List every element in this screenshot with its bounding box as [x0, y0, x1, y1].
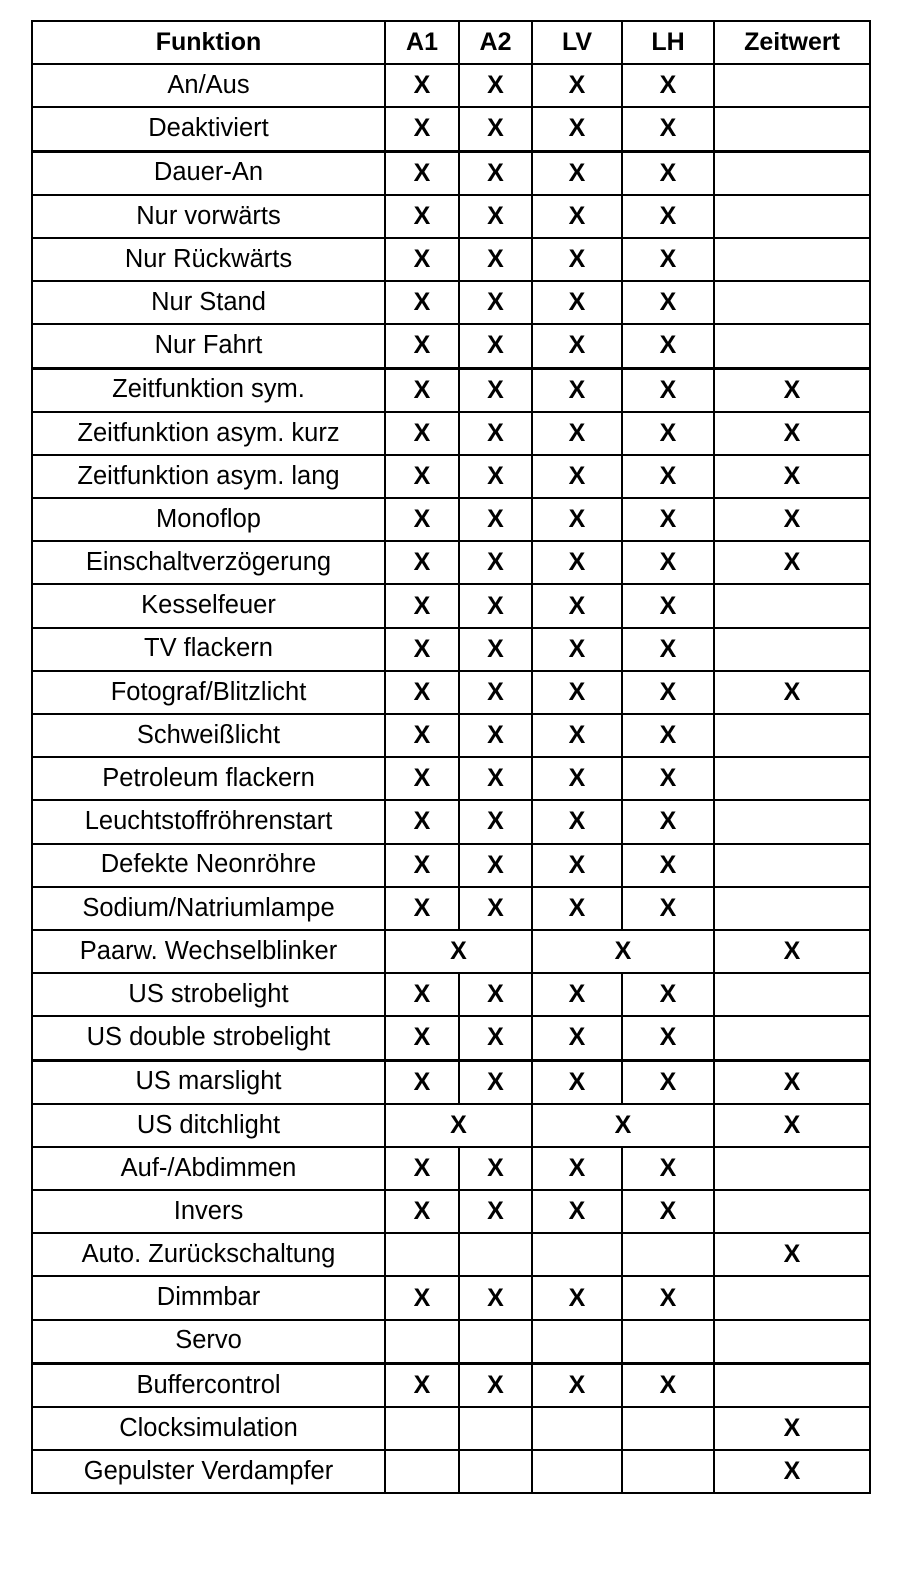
table-row: [32, 584, 870, 627]
function-name-cell: US ditchlight: [32, 1104, 385, 1147]
function-name-cell: Leuchtstoffröhrenstart: [32, 800, 385, 843]
cell-a2: X: [459, 714, 532, 757]
function-name-cell: Nur vorwärts: [32, 195, 385, 238]
cell-a1: X: [385, 324, 459, 368]
cell-a1: X: [385, 151, 459, 195]
cell-a2: [459, 1407, 532, 1450]
cell-zeitwert: [714, 1190, 870, 1233]
cell-lv: X: [532, 455, 622, 498]
cell-lh: X: [622, 195, 714, 238]
function-name-cell: Nur Stand: [32, 281, 385, 324]
cell-lv: X: [532, 324, 622, 368]
cell-lv: X: [532, 541, 622, 584]
cell-zeitwert: [714, 844, 870, 887]
cell-lv: X: [532, 973, 622, 1016]
cell-lv: [532, 1233, 622, 1276]
table-row: [32, 64, 870, 107]
cell-lh: X: [622, 64, 714, 107]
cell-a2: X: [459, 1363, 532, 1407]
cell-a1-a2: X: [385, 1104, 532, 1147]
table-row: [32, 368, 870, 412]
table-row: [32, 107, 870, 151]
cell-lh: [622, 1233, 714, 1276]
function-name-cell: Deaktiviert: [32, 107, 385, 151]
cell-a2: X: [459, 541, 532, 584]
table-row: [32, 281, 870, 324]
cell-a1: X: [385, 107, 459, 151]
table-row: [32, 238, 870, 281]
function-name-cell: Schweißlicht: [32, 714, 385, 757]
table-row: [32, 671, 870, 714]
cell-lh: X: [622, 1147, 714, 1190]
function-name-cell: Dimmbar: [32, 1276, 385, 1319]
function-name-cell: Zeitfunktion asym. lang: [32, 455, 385, 498]
function-name-cell: Fotograf/Blitzlicht: [32, 671, 385, 714]
cell-lh: X: [622, 324, 714, 368]
cell-lv: X: [532, 368, 622, 412]
cell-zeitwert: [714, 1363, 870, 1407]
cell-lh: X: [622, 368, 714, 412]
cell-a2: X: [459, 324, 532, 368]
cell-a1: X: [385, 714, 459, 757]
cell-a2: X: [459, 1276, 532, 1319]
cell-zeitwert: [714, 757, 870, 800]
cell-lv: X: [532, 107, 622, 151]
cell-a1: X: [385, 757, 459, 800]
cell-lh: X: [622, 887, 714, 930]
cell-lh: X: [622, 281, 714, 324]
function-name-cell: Nur Rückwärts: [32, 238, 385, 281]
cell-lh: X: [622, 671, 714, 714]
table-row: [32, 1276, 870, 1319]
cell-lh: X: [622, 1060, 714, 1104]
cell-a1: X: [385, 1190, 459, 1233]
cell-zeitwert: [714, 973, 870, 1016]
cell-a2: X: [459, 628, 532, 671]
cell-zeitwert: X: [714, 412, 870, 455]
cell-a1-a2: X: [385, 930, 532, 973]
table-row: [32, 412, 870, 455]
cell-a2: [459, 1320, 532, 1364]
cell-lv: X: [532, 1190, 622, 1233]
cell-lv: X: [532, 714, 622, 757]
cell-lh: X: [622, 800, 714, 843]
table-row: [32, 930, 870, 973]
cell-a2: [459, 1233, 532, 1276]
cell-lv: X: [532, 628, 622, 671]
cell-a2: X: [459, 151, 532, 195]
cell-zeitwert: [714, 584, 870, 627]
cell-lh: X: [622, 844, 714, 887]
cell-lh: X: [622, 1016, 714, 1060]
table-row: [32, 757, 870, 800]
cell-a1: X: [385, 1276, 459, 1319]
function-name-cell: Nur Fahrt: [32, 324, 385, 368]
header-row: [32, 21, 870, 64]
function-name-cell: Auf-/Abdimmen: [32, 1147, 385, 1190]
table-row: [32, 1320, 870, 1364]
cell-lv: X: [532, 671, 622, 714]
header-lv: LV: [532, 21, 622, 64]
table-row: [32, 1450, 870, 1493]
cell-zeitwert: X: [714, 1407, 870, 1450]
header-a2: A2: [459, 21, 532, 64]
cell-lv: [532, 1320, 622, 1364]
cell-zeitwert: [714, 195, 870, 238]
cell-a2: X: [459, 671, 532, 714]
function-name-cell: Kesselfeuer: [32, 584, 385, 627]
table-row: [32, 1363, 870, 1407]
function-name-cell: US marslight: [32, 1060, 385, 1104]
header-a1: A1: [385, 21, 459, 64]
table-row: [32, 541, 870, 584]
cell-lv: X: [532, 1363, 622, 1407]
cell-a2: X: [459, 64, 532, 107]
table-row: [32, 324, 870, 368]
cell-lh: X: [622, 628, 714, 671]
cell-a1: X: [385, 584, 459, 627]
table-row: [32, 1407, 870, 1450]
cell-a1: X: [385, 281, 459, 324]
cell-zeitwert: X: [714, 1450, 870, 1493]
cell-zeitwert: X: [714, 1233, 870, 1276]
cell-zeitwert: [714, 1016, 870, 1060]
cell-a1: X: [385, 195, 459, 238]
cell-zeitwert: [714, 281, 870, 324]
cell-lv: X: [532, 584, 622, 627]
table-row: [32, 195, 870, 238]
cell-a2: X: [459, 1060, 532, 1104]
cell-lv: X: [532, 498, 622, 541]
function-name-cell: An/Aus: [32, 64, 385, 107]
table-row: [32, 1233, 870, 1276]
table-row: [32, 455, 870, 498]
cell-a2: X: [459, 238, 532, 281]
cell-a1: X: [385, 973, 459, 1016]
cell-lh: X: [622, 1276, 714, 1319]
function-name-cell: US strobelight: [32, 973, 385, 1016]
table-row: [32, 973, 870, 1016]
table-row: [32, 1060, 870, 1104]
cell-a1: X: [385, 498, 459, 541]
cell-a1: X: [385, 238, 459, 281]
cell-zeitwert: [714, 800, 870, 843]
cell-a1: X: [385, 1147, 459, 1190]
cell-a2: X: [459, 973, 532, 1016]
cell-lv: X: [532, 887, 622, 930]
cell-zeitwert: [714, 64, 870, 107]
function-name-cell: Invers: [32, 1190, 385, 1233]
cell-zeitwert: X: [714, 1104, 870, 1147]
cell-lv: X: [532, 238, 622, 281]
header-funktion: Funktion: [32, 21, 385, 64]
cell-zeitwert: X: [714, 368, 870, 412]
cell-lh: [622, 1407, 714, 1450]
cell-zeitwert: [714, 1320, 870, 1364]
cell-a1: X: [385, 887, 459, 930]
cell-lv: X: [532, 800, 622, 843]
cell-a1: [385, 1407, 459, 1450]
table-row: [32, 1016, 870, 1060]
cell-a2: X: [459, 584, 532, 627]
function-name-cell: Paarw. Wechselblinker: [32, 930, 385, 973]
cell-a2: X: [459, 195, 532, 238]
function-name-cell: Monoflop: [32, 498, 385, 541]
cell-a1: X: [385, 1060, 459, 1104]
function-name-cell: Servo: [32, 1320, 385, 1364]
function-name-cell: Sodium/Natriumlampe: [32, 887, 385, 930]
cell-zeitwert: [714, 714, 870, 757]
function-name-cell: TV flackern: [32, 628, 385, 671]
function-name-cell: Zeitfunktion sym.: [32, 368, 385, 412]
cell-zeitwert: [714, 238, 870, 281]
table-row: [32, 714, 870, 757]
function-name-cell: US double strobelight: [32, 1016, 385, 1060]
function-name-cell: Dauer-An: [32, 151, 385, 195]
cell-zeitwert: [714, 324, 870, 368]
cell-zeitwert: X: [714, 498, 870, 541]
function-name-cell: Buffercontrol: [32, 1363, 385, 1407]
cell-a2: X: [459, 844, 532, 887]
cell-a1: X: [385, 455, 459, 498]
table-row: [32, 151, 870, 195]
cell-a2: X: [459, 1016, 532, 1060]
cell-lh: X: [622, 238, 714, 281]
cell-a2: X: [459, 107, 532, 151]
cell-zeitwert: X: [714, 1060, 870, 1104]
function-name-cell: Einschaltverzögerung: [32, 541, 385, 584]
function-name-cell: Auto. Zurückschaltung: [32, 1233, 385, 1276]
cell-zeitwert: [714, 151, 870, 195]
function-name-cell: Petroleum flackern: [32, 757, 385, 800]
cell-a1: [385, 1233, 459, 1276]
cell-a2: X: [459, 368, 532, 412]
cell-lv: X: [532, 757, 622, 800]
cell-lh: X: [622, 541, 714, 584]
cell-lv: X: [532, 151, 622, 195]
cell-a1: X: [385, 1016, 459, 1060]
cell-a1: X: [385, 800, 459, 843]
cell-a1: X: [385, 1363, 459, 1407]
function-name-cell: Gepulster Verdampfer: [32, 1450, 385, 1493]
table-row: [32, 628, 870, 671]
cell-zeitwert: X: [714, 541, 870, 584]
cell-lh: [622, 1450, 714, 1493]
header-zeitwert: Zeitwert: [714, 21, 870, 64]
cell-a1: [385, 1450, 459, 1493]
function-name-cell: Defekte Neonröhre: [32, 844, 385, 887]
cell-zeitwert: X: [714, 930, 870, 973]
table-row: [32, 1190, 870, 1233]
cell-lv: X: [532, 64, 622, 107]
cell-a1: X: [385, 844, 459, 887]
function-table: [31, 20, 871, 1494]
cell-a1: X: [385, 64, 459, 107]
cell-lh: X: [622, 455, 714, 498]
cell-a1: X: [385, 412, 459, 455]
table-row: [32, 1147, 870, 1190]
cell-a1: X: [385, 671, 459, 714]
cell-lh: X: [622, 412, 714, 455]
cell-lv: X: [532, 412, 622, 455]
cell-zeitwert: X: [714, 455, 870, 498]
cell-lv: X: [532, 1016, 622, 1060]
cell-lv: X: [532, 1147, 622, 1190]
cell-zeitwert: [714, 107, 870, 151]
cell-lh: X: [622, 584, 714, 627]
cell-a2: X: [459, 757, 532, 800]
cell-a1: X: [385, 541, 459, 584]
cell-a2: X: [459, 412, 532, 455]
table-body: [32, 64, 870, 1493]
cell-lh: X: [622, 973, 714, 1016]
function-name-cell: Clocksimulation: [32, 1407, 385, 1450]
cell-lv: X: [532, 1276, 622, 1319]
cell-a2: X: [459, 281, 532, 324]
cell-a2: X: [459, 1147, 532, 1190]
cell-lh: X: [622, 151, 714, 195]
table-row: [32, 887, 870, 930]
cell-lh: X: [622, 107, 714, 151]
cell-a2: X: [459, 455, 532, 498]
cell-lv: [532, 1450, 622, 1493]
cell-a1: X: [385, 368, 459, 412]
header-lh: LH: [622, 21, 714, 64]
cell-lv-lh: X: [532, 1104, 714, 1147]
cell-lh: X: [622, 1190, 714, 1233]
cell-lh: [622, 1320, 714, 1364]
cell-lh: X: [622, 757, 714, 800]
cell-zeitwert: [714, 1276, 870, 1319]
cell-a2: X: [459, 800, 532, 843]
table-row: [32, 800, 870, 843]
cell-zeitwert: [714, 1147, 870, 1190]
cell-a1: X: [385, 628, 459, 671]
cell-a2: X: [459, 1190, 532, 1233]
cell-lh: X: [622, 498, 714, 541]
cell-lv-lh: X: [532, 930, 714, 973]
cell-a1: [385, 1320, 459, 1364]
table-row: [32, 844, 870, 887]
cell-lh: X: [622, 1363, 714, 1407]
cell-lv: X: [532, 844, 622, 887]
cell-lv: X: [532, 281, 622, 324]
cell-zeitwert: [714, 628, 870, 671]
cell-a2: X: [459, 498, 532, 541]
function-name-cell: Zeitfunktion asym. kurz: [32, 412, 385, 455]
cell-zeitwert: [714, 887, 870, 930]
cell-zeitwert: X: [714, 671, 870, 714]
table-row: [32, 498, 870, 541]
cell-lv: X: [532, 1060, 622, 1104]
table-row: [32, 1104, 870, 1147]
cell-lv: X: [532, 195, 622, 238]
cell-lv: [532, 1407, 622, 1450]
cell-lh: X: [622, 714, 714, 757]
cell-a2: X: [459, 887, 532, 930]
cell-a2: [459, 1450, 532, 1493]
